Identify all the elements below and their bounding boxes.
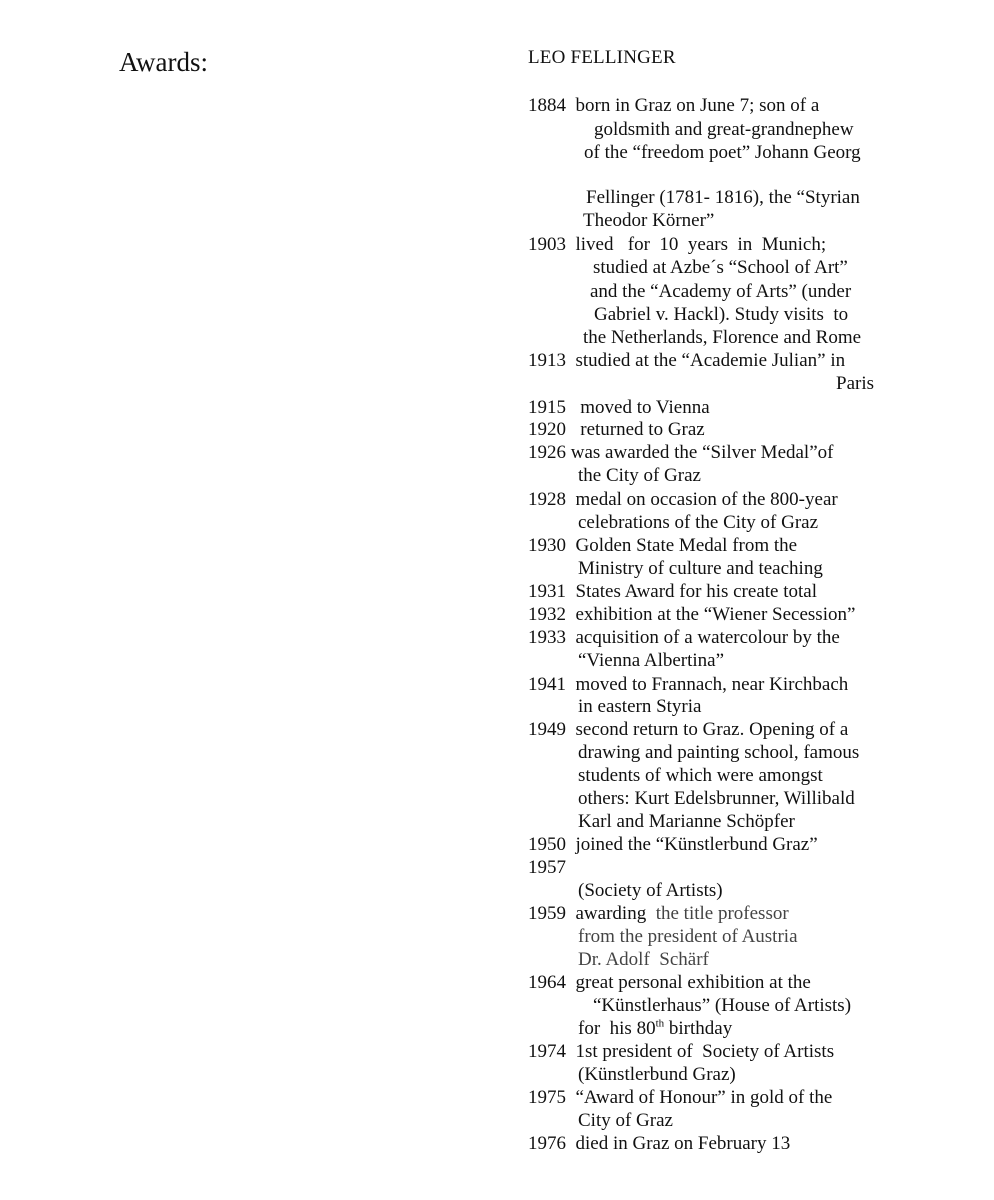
bio-line: 1932 exhibition at the “Wiener Secession” (528, 604, 856, 625)
bio-line: 1957 (528, 857, 566, 878)
bio-line: 1915 moved to Vienna (528, 397, 710, 418)
bio-line: 1913 studied at the “Academie Julian” in (528, 350, 846, 371)
bio-line: Paris (836, 373, 874, 394)
bio-line: celebrations of the City of Graz (578, 512, 819, 533)
bio-line: 1920 returned to Graz (528, 419, 705, 440)
bio-line: the Netherlands, Florence and Rome (583, 327, 862, 348)
bio-line: Gabriel v. Hackl). Study visits to (594, 304, 849, 325)
bio-line: City of Graz (578, 1110, 673, 1131)
bio-line: “Künstlerhaus” (House of Artists) (593, 995, 852, 1016)
bio-line: 1974 1st president of Society of Artists (528, 1041, 835, 1062)
bio-line: 1964 great personal exhibition at the (528, 972, 811, 993)
bio-line: drawing and painting school, famous (578, 742, 860, 763)
bio-line: from the president of Austria (578, 926, 798, 947)
bio-line: (Society of Artists) (578, 880, 723, 901)
bio-line: 1949 second return to Graz. Opening of a (528, 719, 849, 740)
bio-line: Fellinger (1781- 1816), the “Styrian (586, 187, 860, 208)
bio-line: Karl and Marianne Schöpfer (578, 811, 795, 832)
bio-line-tail: birthday (664, 1018, 733, 1039)
bio-line: 1975 “Award of Honour” in gold of the (528, 1087, 833, 1108)
bio-line: and the “Academy of Arts” (under (590, 281, 852, 302)
bio-line: 1950 joined the “Künstlerbund Graz” (528, 834, 818, 855)
bio-line (578, 1017, 732, 1040)
bio-line: studied at Azbe´s “School of Art” (593, 257, 848, 278)
bio-line: of the “freedom poet” Johann Georg (584, 142, 861, 163)
bio-line: 1933 acquisition of a watercolour by the (528, 627, 840, 648)
bio-line: “Vienna Albertina” (578, 650, 725, 671)
awards-heading: Awards: (119, 47, 209, 77)
bio-line (528, 902, 789, 925)
bio-line: in eastern Styria (578, 696, 702, 717)
bio-line: Dr. Adolf Schärf (578, 949, 709, 970)
bio-line: (Künstlerbund Graz) (578, 1064, 736, 1085)
bio-line: 1931 States Award for his create total (528, 581, 817, 602)
ordinal-suffix: th (655, 1017, 665, 1030)
bio-line: 1884 born in Graz on June 7; son of a (528, 95, 820, 116)
bio-line: 1941 moved to Frannach, near Kirchbach (528, 674, 849, 695)
bio-line-tail: the title professor (655, 903, 789, 924)
bio-line: the City of Graz (578, 465, 701, 486)
bio-line: goldsmith and great-grandnephew (594, 119, 854, 140)
bio-line: others: Kurt Edelsbrunner, Willibald (578, 788, 855, 809)
bio-line: students of which were amongst (578, 765, 823, 786)
bio-line-lead: 1959 awarding (528, 903, 656, 924)
bio-line: 1976 died in Graz on February 13 (528, 1133, 791, 1154)
bio-line-lead: for his 80 (578, 1018, 656, 1039)
bio-line: 1926 was awarded the “Silver Medal”of (528, 442, 834, 463)
bio-line: Ministry of culture and teaching (578, 558, 823, 579)
bio-line: 1928 medal on occasion of the 800-year (528, 489, 838, 510)
bio-line: 1903 lived for 10 years in Munich; (528, 234, 827, 255)
artist-name: LEO FELLINGER (528, 47, 676, 68)
bio-line: Theodor Körner” (583, 210, 715, 231)
bio-line: 1930 Golden State Medal from the (528, 535, 798, 556)
